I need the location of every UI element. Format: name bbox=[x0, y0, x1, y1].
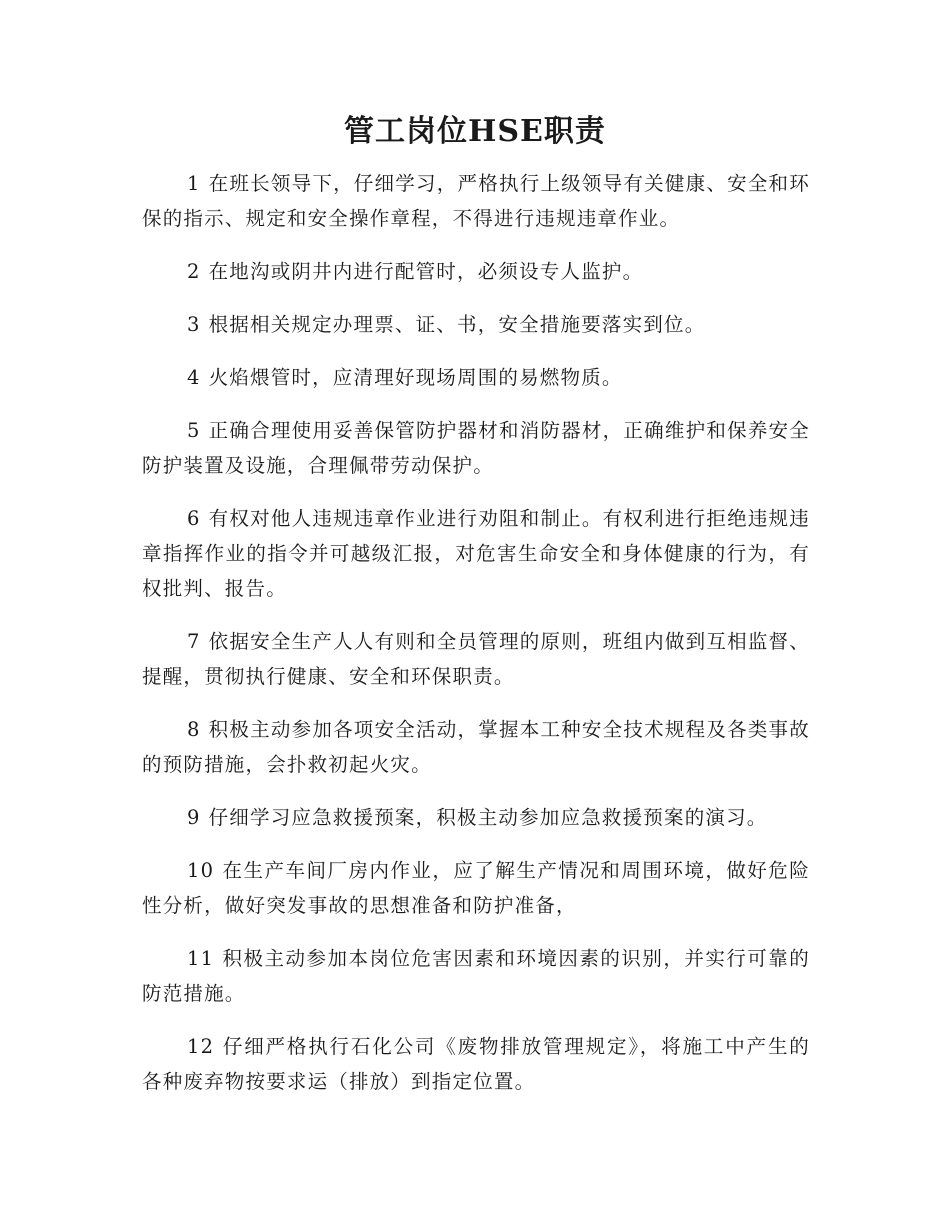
duty-item-7 bbox=[142, 624, 810, 694]
item-number: 9 bbox=[187, 806, 201, 829]
item-number: 8 bbox=[187, 718, 201, 741]
item-number: 10 bbox=[187, 859, 215, 882]
duty-item-5 bbox=[142, 413, 810, 483]
item-number: 1 bbox=[187, 172, 201, 195]
page-title: 管工岗位HSE职责 bbox=[344, 114, 606, 149]
item-number: 5 bbox=[187, 419, 201, 442]
item-text: 仔细学习应急救援预案，积极主动参加应急救援预案的演习。 bbox=[208, 806, 768, 829]
duty-item-9 bbox=[142, 800, 810, 835]
duty-item-3 bbox=[142, 307, 810, 342]
document-body bbox=[142, 166, 810, 1117]
duty-item-6 bbox=[142, 501, 810, 606]
duty-item-8 bbox=[142, 712, 810, 782]
item-number: 11 bbox=[187, 947, 215, 970]
item-text: 在班长领导下，仔细学习，严格执行上级领导有关健康、安全和环保的指示、规定和安全操作章程，不得进行违规违章作业。 bbox=[142, 172, 810, 230]
duty-item-2 bbox=[142, 254, 810, 289]
item-number: 6 bbox=[187, 507, 201, 530]
item-number: 7 bbox=[187, 630, 201, 653]
item-text: 正确合理使用妥善保管防护器材和消防器材，正确维护和保养安全防护装置及设施，合理佩带劳动保护。 bbox=[142, 419, 810, 477]
item-text: 在生产车间厂房内作业，应了解生产情况和周围环境，做好危险性分析，做好突发事故的思想准备和防护准备， bbox=[142, 859, 810, 917]
duty-item-12 bbox=[142, 1029, 810, 1099]
item-number: 12 bbox=[187, 1035, 215, 1058]
item-text: 依据安全生产人人有则和全员管理的原则，班组内做到互相监督、提醒，贯彻执行健康、安全和环保职责。 bbox=[142, 630, 810, 688]
item-number: 4 bbox=[187, 366, 201, 389]
item-text: 火焰煨管时，应清理好现场周围的易燃物质。 bbox=[208, 366, 623, 389]
item-number: 3 bbox=[187, 313, 201, 336]
duty-item-10 bbox=[142, 853, 810, 923]
item-text: 积极主动参加各项安全活动，掌握本工种安全技术规程及各类事故的预防措施，会扑救初起火灾。 bbox=[142, 718, 810, 776]
duty-item-11 bbox=[142, 941, 810, 1011]
item-text: 根据相关规定办理票、证、书，安全措施要落实到位。 bbox=[208, 313, 706, 336]
item-text: 仔细严格执行石化公司《废物排放管理规定》，将施工中产生的各种废弃物按要求运（排放）到指定位置。 bbox=[142, 1035, 810, 1093]
item-text: 在地沟或阴井内进行配管时，必须设专人监护。 bbox=[208, 260, 644, 283]
item-text: 有权对他人违规违章作业进行劝阻和制止。有权利进行拒绝违规违章指挥作业的指令并可越级汇报，对危害生命安全和身体健康的行为，有权批判、报告。 bbox=[142, 507, 810, 600]
item-text: 积极主动参加本岗位危害因素和环境因素的识别，并实行可靠的防范措施。 bbox=[142, 947, 810, 1005]
duty-item-1 bbox=[142, 166, 810, 236]
duty-item-4 bbox=[142, 360, 810, 395]
item-number: 2 bbox=[187, 260, 201, 283]
